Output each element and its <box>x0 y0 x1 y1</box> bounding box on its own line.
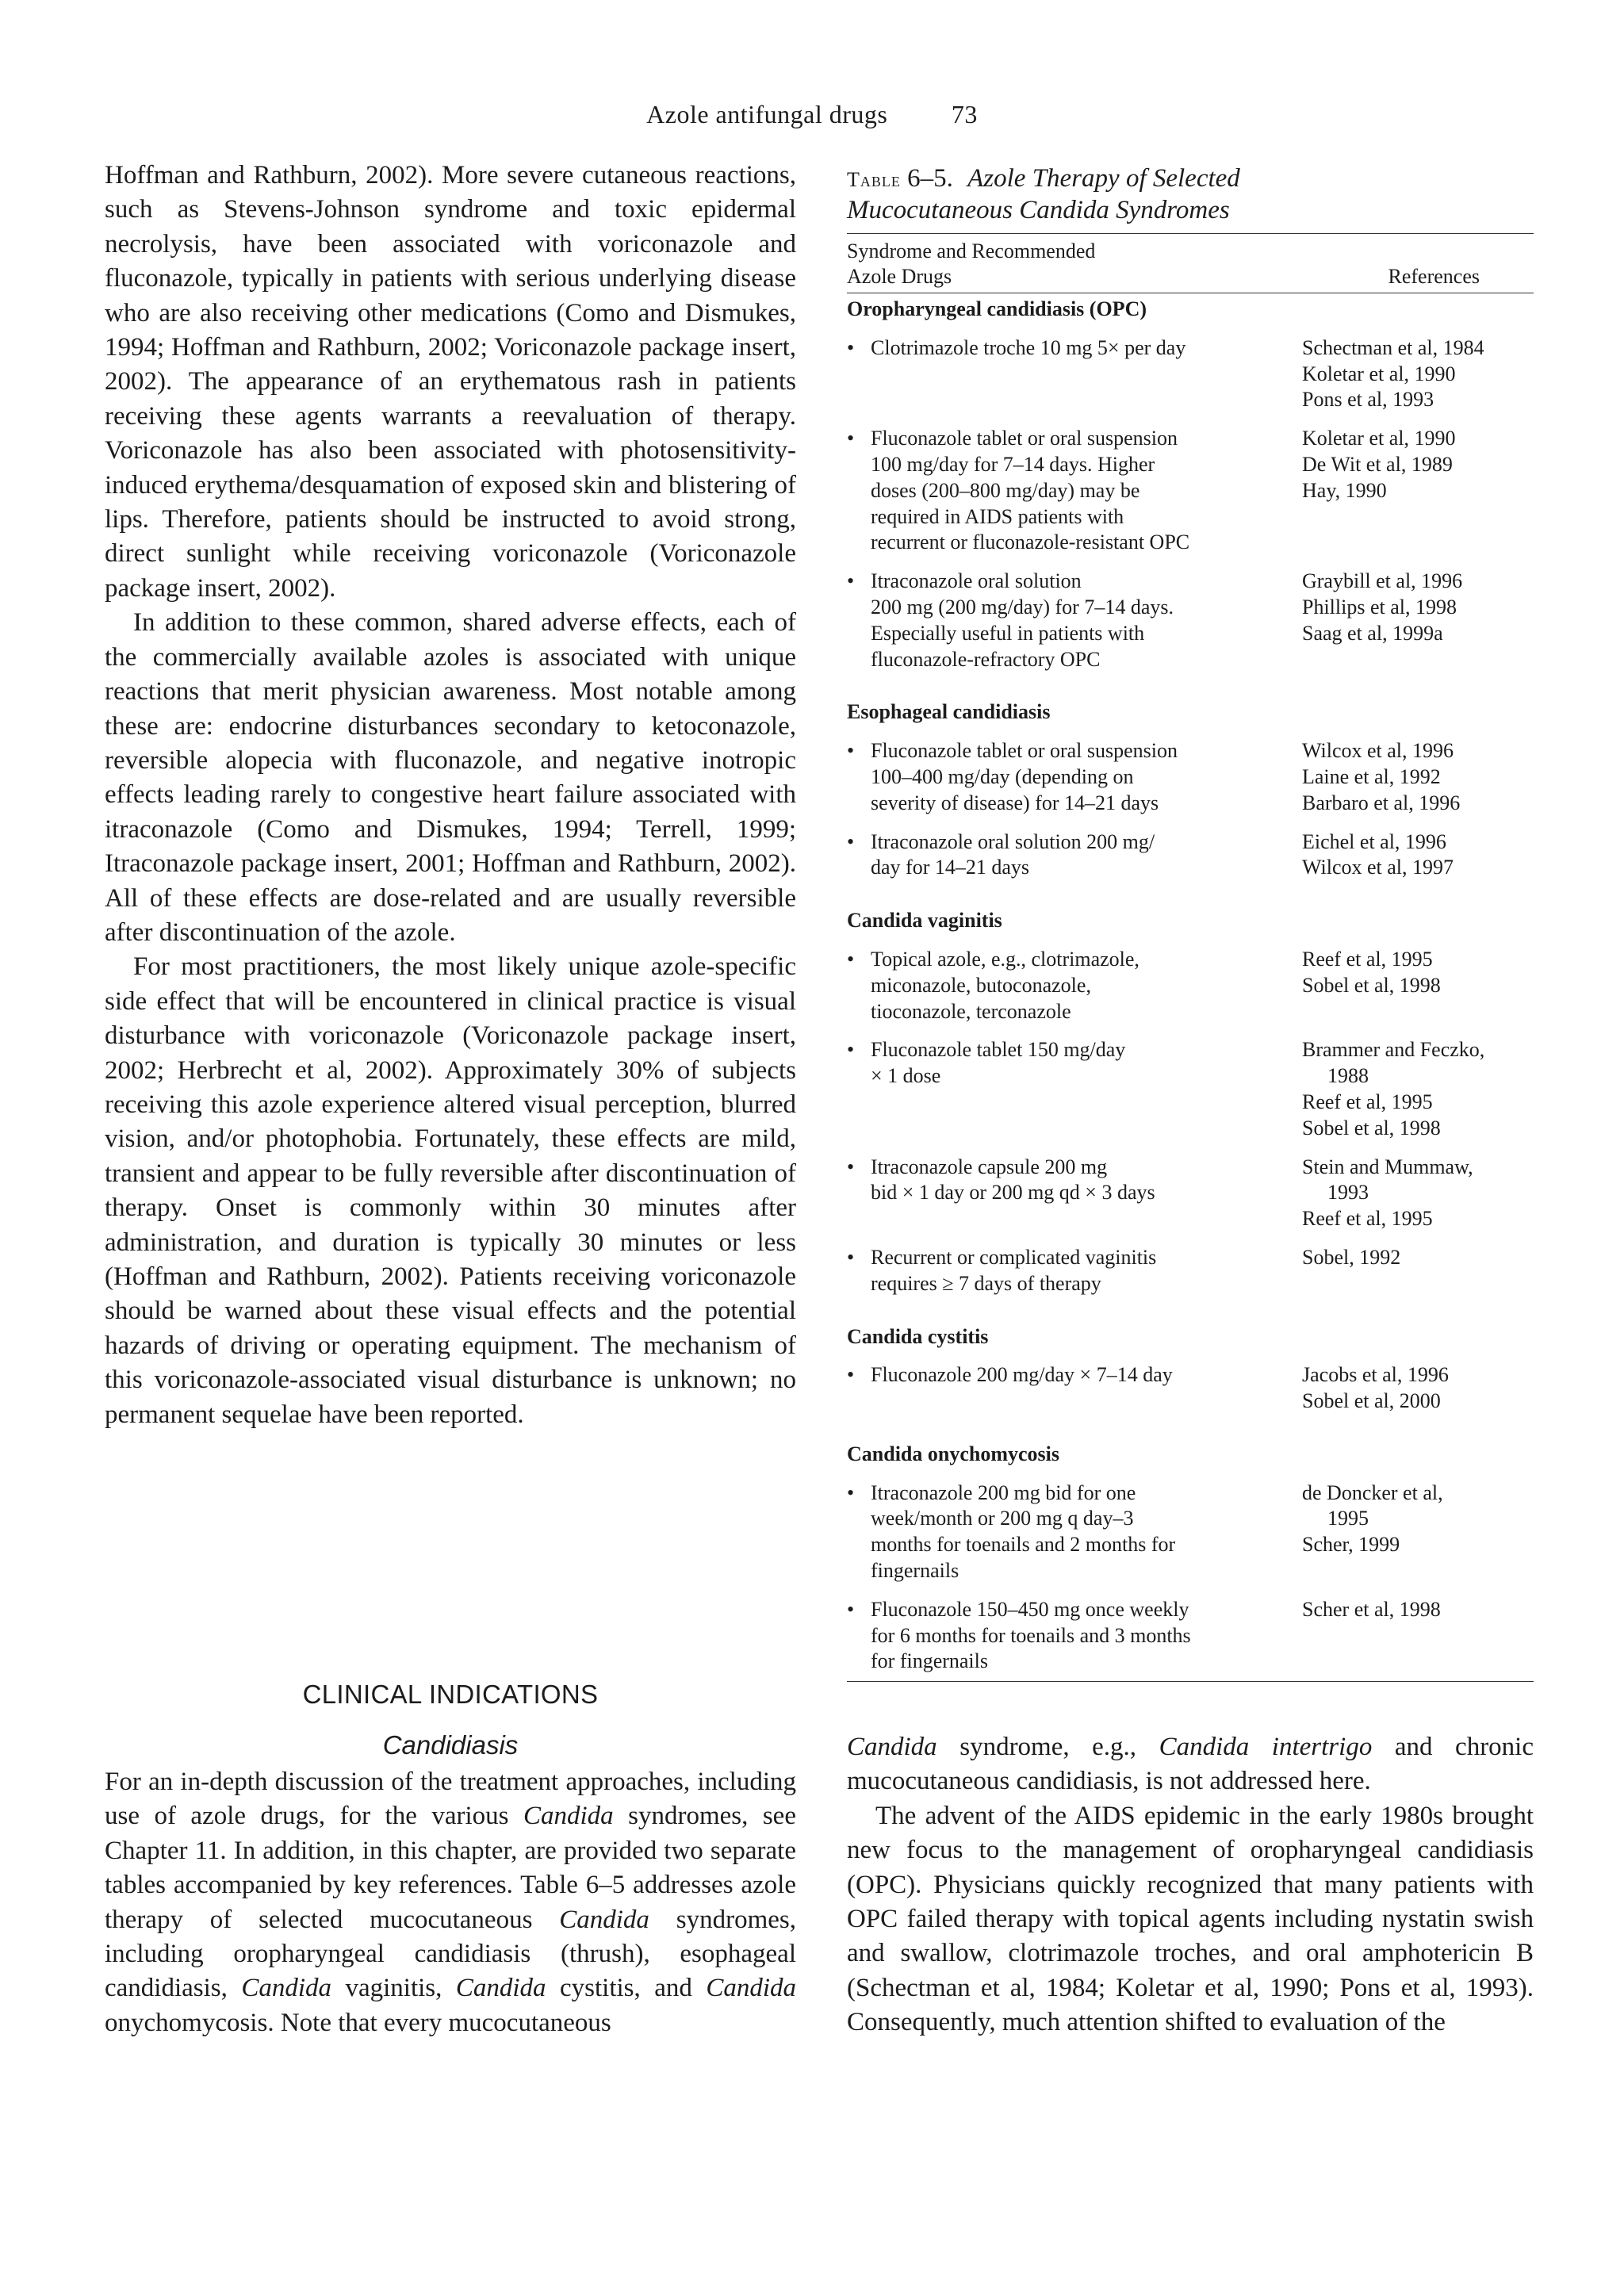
subsection-heading: Candidiasis <box>382 1730 519 1760</box>
table-cell-drug <box>847 1480 1302 1584</box>
table-row <box>847 1155 1534 1232</box>
table-cell-references <box>1302 426 1534 556</box>
paragraph-unique-reactions: In addition to these common, shared adverse effects, each of the commercially available azoles is associated with unique reactions that merit physician awareness. Most notable among these are: endocrine disturbances secondary to ketoconazole, reversible alopecia with fluconazole, and negative inotropic effects leading rarely to congestive heart failure associated with itraconazole (Como and Dismukes, 1994; Terrell, 1999; Itraconazole package insert, 2001; Hoffman and Rathburn, 2002). All of these effects are dose-related and are usually reversible after discontinuation of the azole. <box>105 608 796 947</box>
right-column-bottom <box>847 1730 1534 2040</box>
table-cell-drug <box>847 426 1302 556</box>
reference-line: Jacobs et al, 1996 <box>1302 1363 1449 1387</box>
drug-line: Clotrimazole troche 10 mg 5× per day <box>871 335 1186 359</box>
section-heading: CLINICAL INDICATIONS <box>302 1680 599 1709</box>
reference-line: Sobel, 1992 <box>1302 1245 1401 1269</box>
drug-line: miconazole, butoconazole, <box>871 973 1091 997</box>
reference-line: Laine et al, 1992 <box>1302 764 1441 788</box>
reference-line: Saag et al, 1999a <box>1302 621 1443 645</box>
table-row <box>847 1037 1534 1141</box>
reference-line: Wilcox et al, 1997 <box>1302 856 1454 879</box>
header-col1-line2: Azole Drugs <box>847 265 952 288</box>
table-title-line1: Azole Therapy of Selected <box>967 164 1240 193</box>
running-head-title: Azole antifungal drugs <box>646 100 888 128</box>
drug-line: Fluconazole 150–450 mg once weekly <box>871 1597 1189 1621</box>
table-section-title: Esophageal candidiasis <box>847 700 1051 724</box>
table-header <box>847 234 1534 293</box>
table-section-title: Oropharyngeal candidiasis (OPC) <box>847 297 1147 320</box>
bullet-icon: • <box>847 829 855 853</box>
reference-line: Sobel et al, 2000 <box>1302 1389 1441 1413</box>
table-cell-drug <box>847 1245 1302 1297</box>
reference-line: Brammer and Feczko, <box>1302 1038 1485 1062</box>
table-title-line2: Mucocutaneous Candida Syndromes <box>847 196 1230 224</box>
table-row <box>847 1480 1534 1584</box>
reference-line: Schectman et al, 1984 <box>1302 335 1484 359</box>
reference-line: Barbaro et al, 1996 <box>1302 791 1461 814</box>
table-cell-references <box>1302 1155 1534 1232</box>
table-cell-drug <box>847 335 1302 413</box>
table-cell-references <box>1302 829 1534 882</box>
drug-line: recurrent or fluconazole-resistant OPC <box>871 530 1190 554</box>
bullet-icon: • <box>847 947 855 971</box>
table-row <box>847 947 1534 1025</box>
table-cell-references <box>1302 1362 1534 1415</box>
drug-line: tioconazole, terconazole <box>871 999 1071 1023</box>
drug-line: severity of disease) for 14–21 days <box>871 791 1159 814</box>
drug-line: months for toenails and 2 months for <box>871 1533 1176 1557</box>
reference-line: Wilcox et al, 1996 <box>1302 739 1454 763</box>
bullet-icon: • <box>847 569 855 593</box>
drug-line: requires ≥ 7 days of therapy <box>871 1271 1101 1295</box>
table-cell-drug <box>847 569 1302 672</box>
drug-line: day for 14–21 days <box>871 856 1030 879</box>
table-cell-drug <box>847 1362 1302 1415</box>
bullet-icon: • <box>847 1038 855 1062</box>
drug-line: Fluconazole tablet 150 mg/day <box>871 1038 1126 1062</box>
table-cell-references <box>1302 1245 1534 1297</box>
reference-line: 1995 <box>1327 1507 1369 1530</box>
drug-line: Recurrent or complicated vaginitis <box>871 1245 1157 1269</box>
table-cell-drug <box>847 738 1302 816</box>
drug-line: for 6 months for toenails and 3 months <box>871 1623 1191 1647</box>
drug-line: for fingernails <box>871 1649 989 1673</box>
drug-line: Fluconazole tablet or oral suspension <box>871 739 1178 763</box>
reference-line: Koletar et al, 1990 <box>1302 427 1456 450</box>
left-column <box>105 159 796 1432</box>
drug-line: week/month or 200 mg q day–3 <box>871 1507 1134 1530</box>
page-number: 73 <box>951 100 978 128</box>
table-cell-drug <box>847 1155 1302 1232</box>
paragraph-adverse-cutaneous: Hoffman and Rathburn, 2002). More severe cutaneous reactions, such as Stevens-Johnson syndrome and toxic epidermal necrolysis, have been associated with voriconazole and fluconazole, typically in patients with serious underlying disease who are also receiving other medications (Como and Dismukes, 1994; Hoffman and Rathburn, 2002; Voriconazole package insert, 2002). The appearance of an erythematous rash in patients receiving these agents warrants a reevaluation of therapy. Voriconazole has also been associated with photosensitivity-induced erythema/desquamation of exposed skin and blistering of lips. Therefore, patients should be instructed to avoid strong, direct sunlight while receiving voriconazole (Voriconazole package insert, 2002). <box>105 161 796 603</box>
reference-line: Hay, 1990 <box>1302 478 1387 502</box>
reference-line: de Doncker et al, <box>1302 1480 1443 1504</box>
table-row <box>847 1597 1534 1675</box>
reference-line: Reef et al, 1995 <box>1302 1207 1433 1231</box>
table-row <box>847 335 1534 413</box>
bullet-icon: • <box>847 1480 855 1504</box>
reference-line: Sobel et al, 1998 <box>1302 1116 1441 1140</box>
drug-line: × 1 dose <box>871 1064 941 1088</box>
bullet-icon: • <box>847 427 855 450</box>
reference-line: 1988 <box>1327 1064 1369 1088</box>
drug-line: Itraconazole capsule 200 mg <box>871 1155 1108 1178</box>
bullet-icon: • <box>847 1155 855 1178</box>
table-row <box>847 569 1534 672</box>
reference-line: Stein and Mummaw, <box>1302 1155 1473 1178</box>
bullet-icon: • <box>847 1363 855 1387</box>
reference-line: Koletar et al, 1990 <box>1302 362 1456 385</box>
paragraph-clinical-indications: For an in-depth discussion of the treatment approaches, including use of azole drugs, for the various Candida syndromes, see Chapter 11. In addition, in this chapter, are provided two separate tables accompanied by key references. Table 6–5 addresses azole therapy of selected mucocutaneous Candida syndromes, including oropharyngeal candidiasis (thrush), esophageal candidiasis, Candida vaginitis, Candida cystitis, and Candida onychomycosis. Note that every mucocutaneous <box>105 1768 796 2037</box>
table-row <box>847 829 1534 882</box>
left-column-bottom <box>105 1765 796 2040</box>
drug-line: 200 mg (200 mg/day) for 7–14 days. <box>871 595 1174 619</box>
running-head <box>0 100 1624 129</box>
drug-line: 100 mg/day for 7–14 days. Higher <box>871 452 1155 476</box>
paragraph-visual-disturbance: For most practitioners, the most likely unique azole-specific side effect that will be encountered in clinical practice is visual disturbance with voriconazole (Voriconazole package insert, 2002; Herbrecht et al, 2002). Approximately 30% of subjects receiving this azole experience altered visual perception, blurred vision, and/or photophobia. Fortunately, these effects are mild, transient and appear to be fully reversible after discontinuation of therapy. Onset is commonly within 30 minutes after administration, and duration is typically 30 minutes or less (Hoffman and Rathburn, 2002). Patients receiving voriconazole should be warned about these visual effects and the potential hazards of driving or operating equipment. The mechanism of this voriconazole-associated visual disturbance is unknown; no permanent sequelae have been reported. <box>105 952 796 1429</box>
table-body <box>847 297 1534 1675</box>
drug-line: doses (200–800 mg/day) may be <box>871 478 1140 502</box>
paragraph-aids-opc: The advent of the AIDS epidemic in the early 1980s brought new focus to the management of oropharyngeal candidiasis (OPC). Physicians quickly recognized that many patients with OPC failed therapy with topical agents including nystatin swish and swallow, clotrimazole troches, and oral amphotericin B (Schectman et al, 1984; Koletar et al, 1990; Pons et al, 1993). Consequently, much attention shifted to evaluation of the <box>847 1801 1534 2037</box>
table-number: 6–5. <box>907 164 953 193</box>
table-cell-references <box>1302 569 1534 672</box>
table-cell-references <box>1302 1597 1534 1675</box>
drug-line: Topical azole, e.g., clotrimazole, <box>871 947 1139 971</box>
table-cell-references <box>1302 335 1534 413</box>
bullet-icon: • <box>847 739 855 763</box>
drug-line: required in AIDS patients with <box>871 504 1124 528</box>
table-cell-references <box>1302 1480 1534 1584</box>
table-row <box>847 738 1534 816</box>
table-cell-references <box>1302 1037 1534 1141</box>
reference-line: De Wit et al, 1989 <box>1302 452 1453 476</box>
drug-line: Itraconazole 200 mg bid for one <box>871 1480 1136 1504</box>
table-label: Table <box>847 168 901 191</box>
reference-line: Reef et al, 1995 <box>1302 1090 1433 1113</box>
drug-line: fluconazole-refractory OPC <box>871 647 1101 671</box>
reference-line: Scher et al, 1998 <box>1302 1597 1441 1621</box>
table-row <box>847 426 1534 556</box>
table-cell-references <box>1302 738 1534 816</box>
drug-line: Fluconazole 200 mg/day × 7–14 day <box>871 1363 1173 1387</box>
reference-line: Graybill et al, 1996 <box>1302 569 1463 593</box>
table-section-title: Candida onychomycosis <box>847 1442 1059 1465</box>
table-section-title: Candida vaginitis <box>847 909 1002 933</box>
table-row <box>847 1362 1534 1415</box>
reference-line: Reef et al, 1995 <box>1302 947 1433 971</box>
bullet-icon: • <box>847 335 855 359</box>
bullet-icon: • <box>847 1245 855 1269</box>
reference-line: Pons et al, 1993 <box>1302 388 1434 412</box>
reference-line: Scher, 1999 <box>1302 1533 1400 1557</box>
header-references: References <box>1388 265 1480 288</box>
reference-line: 1993 <box>1327 1181 1369 1205</box>
table-cell-drug <box>847 1037 1302 1141</box>
table-6-5 <box>847 163 1534 1682</box>
drug-line: 100–400 mg/day (depending on <box>871 764 1134 788</box>
drug-line: Itraconazole oral solution 200 mg/ <box>871 829 1155 853</box>
drug-line: fingernails <box>871 1559 959 1583</box>
drug-line: Fluconazole tablet or oral suspension <box>871 427 1178 450</box>
table-section-title: Candida cystitis <box>847 1324 989 1348</box>
table-row <box>847 1245 1534 1297</box>
drug-line: bid × 1 day or 200 mg qd × 3 days <box>871 1181 1155 1205</box>
drug-line: Especially useful in patients with <box>871 621 1145 645</box>
paragraph-intertrigo: Candida syndrome, e.g., Candida intertrigo and chronic mucocutaneous candidiasis, is not addressed here. <box>847 1733 1534 1796</box>
drug-line: Itraconazole oral solution <box>871 569 1082 593</box>
header-col1-line1: Syndrome and Recommended <box>847 239 1096 262</box>
reference-line: Sobel et al, 1998 <box>1302 973 1441 997</box>
table-cell-drug <box>847 829 1302 882</box>
table-cell-references <box>1302 947 1534 1025</box>
reference-line: Phillips et al, 1998 <box>1302 595 1457 619</box>
bullet-icon: • <box>847 1597 855 1621</box>
reference-line: Eichel et al, 1996 <box>1302 829 1446 853</box>
table-caption <box>847 163 1534 225</box>
table-bottom-rule <box>847 1681 1534 1682</box>
table-cell-drug <box>847 1597 1302 1675</box>
table-cell-drug <box>847 947 1302 1025</box>
